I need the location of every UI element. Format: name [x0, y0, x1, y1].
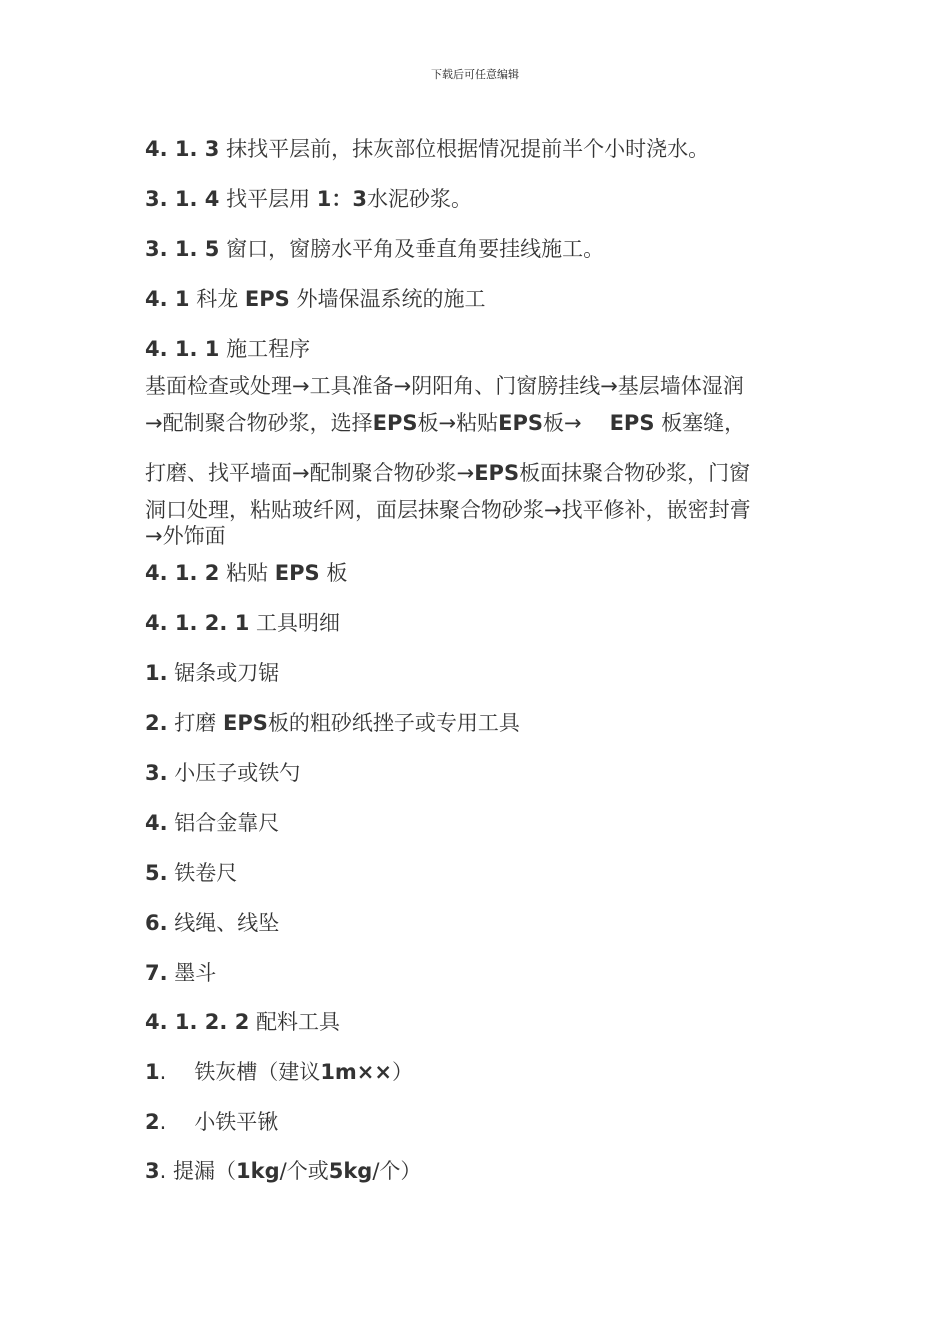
- clause-text-tail: 水泥砂浆。: [367, 187, 473, 211]
- eps-term: EPS: [498, 411, 543, 435]
- list-dot: .: [159, 1060, 167, 1084]
- list-number: 5.: [145, 861, 168, 885]
- clause-text-tail: 板: [326, 561, 348, 585]
- list-number: 7.: [145, 961, 168, 985]
- clause-3-1-4: [145, 186, 472, 212]
- page-header: 下载后可任意编辑: [431, 68, 519, 81]
- list-item: [145, 860, 237, 886]
- clause-text: 找平层用: [226, 187, 311, 211]
- list-text: 铁灰槽（建议: [194, 1060, 321, 1084]
- procedure-text: 板塞缝，: [661, 411, 746, 435]
- section-number: 4. 1: [145, 287, 190, 311]
- list-item: [145, 910, 279, 936]
- list-dot: .: [159, 1110, 167, 1134]
- procedure-line-3: [145, 460, 750, 486]
- clause-number: 4. 1. 3: [145, 137, 220, 161]
- procedure-text: 板面抹聚合物砂浆，门窗: [519, 461, 751, 485]
- weight-value: 5kg: [328, 1159, 373, 1183]
- clause-4-1-3: [145, 136, 709, 162]
- procedure-text: 打磨、找平墙面→配制聚合物砂浆→: [145, 461, 475, 485]
- list-text: 铝合金靠尺: [174, 811, 280, 835]
- clause-4-1-1-heading: [145, 336, 310, 362]
- clause-number: 4. 1. 2: [145, 561, 220, 585]
- clause-4-1-2-1-heading: [145, 610, 340, 636]
- list-text: 线绳、线坠: [174, 911, 280, 935]
- weight-value: 1kg: [236, 1159, 280, 1183]
- list-number: 2: [145, 1110, 160, 1134]
- procedure-text: 板→: [542, 411, 582, 435]
- list-text: /个或: [279, 1159, 329, 1183]
- list-text: 提漏（: [173, 1159, 236, 1183]
- section-4-1-heading: [145, 286, 485, 312]
- list-number: 1.: [145, 661, 168, 685]
- clause-text: 窗口，窗膀水平角及垂直角要挂线施工。: [226, 237, 605, 261]
- list-text-tail: 板的粗砂纸挫子或专用工具: [267, 711, 520, 735]
- list-item: [145, 760, 300, 786]
- procedure-line-4: 洞口处理，粘贴玻纤网，面层抹聚合物砂浆→找平修补，嵌密封膏: [145, 498, 751, 522]
- eps-term: EPS: [244, 287, 290, 311]
- list-item: [145, 660, 279, 686]
- eps-term: EPS: [609, 411, 655, 435]
- clause-number: 3. 1. 4: [145, 187, 220, 211]
- procedure-line-2: [145, 410, 745, 436]
- list-number: 3: [145, 1159, 160, 1183]
- clause-number: 4. 1. 1: [145, 337, 220, 361]
- list-item: [145, 1158, 421, 1184]
- list-item: [145, 960, 216, 986]
- section-text: 科龙: [196, 287, 239, 311]
- clause-number: 3. 1. 5: [145, 237, 220, 261]
- procedure-line-1: 基面检查或处理→工具准备→阴阳角、门窗膀挂线→基层墙体湿润: [145, 374, 744, 398]
- clause-4-1-2-heading: [145, 560, 347, 586]
- list-number: 6.: [145, 911, 168, 935]
- clause-text: 配料工具: [256, 1010, 341, 1034]
- eps-term: EPS: [222, 711, 268, 735]
- clause-number: 4. 1. 2. 2: [145, 1010, 250, 1034]
- list-text: 小铁平锹: [194, 1110, 279, 1134]
- procedure-text: →配制聚合物砂浆，选择: [145, 411, 373, 435]
- clause-text: 粘贴: [226, 561, 269, 585]
- procedure-line-5: →外饰面: [145, 524, 226, 548]
- size-value: 1m××: [320, 1060, 392, 1084]
- list-item: [145, 1109, 278, 1135]
- list-text: 小压子或铁勺: [174, 761, 301, 785]
- list-number: 4.: [145, 811, 168, 835]
- section-text-tail: 外墙保温系统的施工: [296, 287, 486, 311]
- ratio-value: 1：3: [316, 187, 368, 211]
- list-number: 1: [145, 1060, 160, 1084]
- eps-term: EPS: [274, 561, 320, 585]
- eps-term: EPS: [474, 461, 520, 485]
- list-text: 打磨: [174, 711, 217, 735]
- eps-term: EPS: [372, 411, 418, 435]
- list-text-tail: /个）: [372, 1159, 422, 1183]
- list-text: 墨斗: [174, 961, 217, 985]
- list-item: [145, 1059, 413, 1085]
- procedure-text: 板→粘贴: [417, 411, 499, 435]
- clause-3-1-5: [145, 236, 604, 262]
- list-text: 锯条或刀锯: [174, 661, 280, 685]
- clause-text: 施工程序: [226, 337, 311, 361]
- list-text-tail: ）: [392, 1060, 413, 1084]
- list-item: [145, 810, 279, 836]
- list-number: 3.: [145, 761, 168, 785]
- list-item: [145, 710, 520, 736]
- list-number: 2.: [145, 711, 168, 735]
- clause-number: 4. 1. 2. 1: [145, 611, 250, 635]
- clause-text: 工具明细: [256, 611, 341, 635]
- clause-4-1-2-2-heading: [145, 1009, 340, 1035]
- clause-text: 抹找平层前，抹灰部位根据情况提前半个小时浇水。: [226, 137, 710, 161]
- list-text: 铁卷尺: [174, 861, 238, 885]
- list-dot: .: [159, 1159, 167, 1183]
